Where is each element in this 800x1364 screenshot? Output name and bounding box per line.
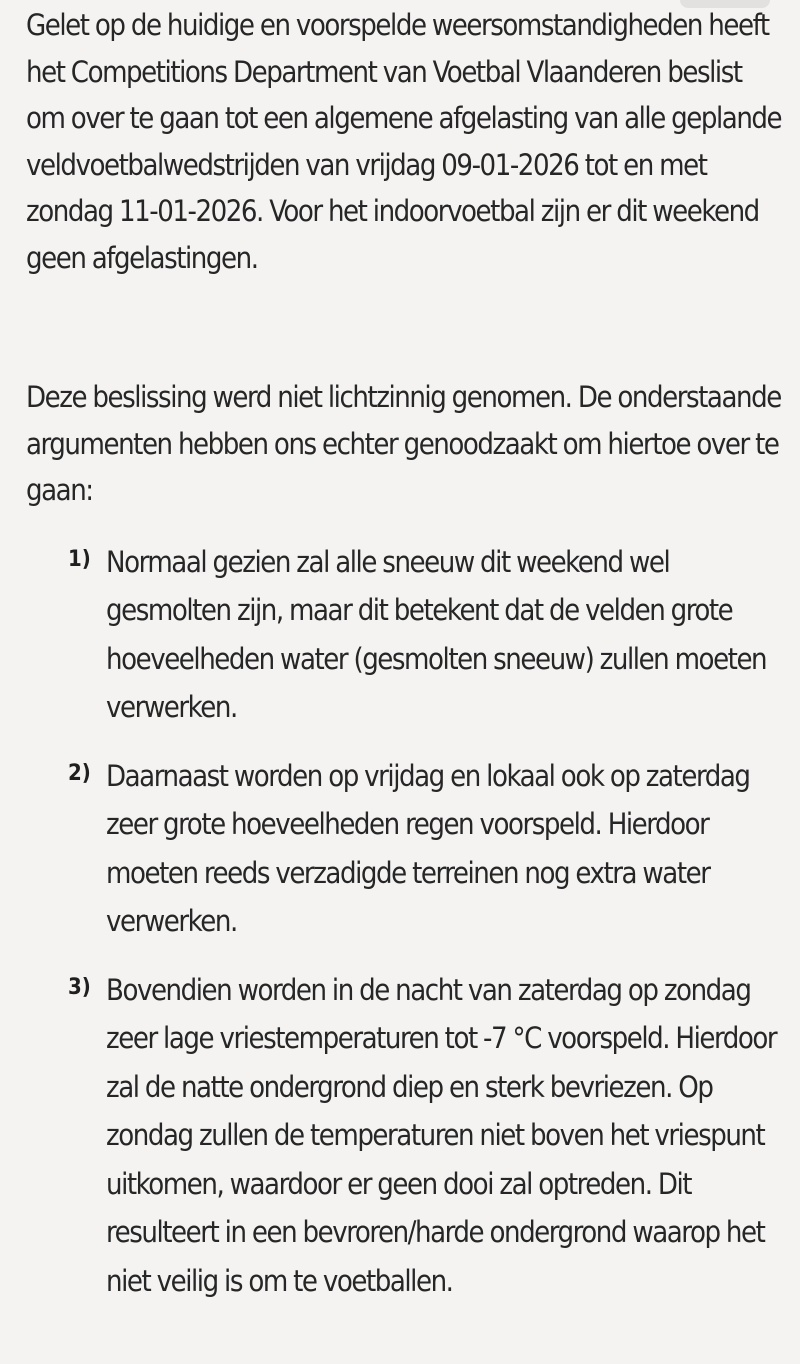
list-item-text: Daarnaast worden op vrijdag en lokaal ook op zaterdag zeer grote hoeveelheden regen voorspeld. Hierdoor moeten reeds verzadigde terreinen nog extra water verwerken. xyxy=(106,758,750,938)
list-item-number: 2) xyxy=(68,760,91,786)
list-item xyxy=(26,752,786,946)
argument-list xyxy=(26,538,786,1306)
list-item xyxy=(26,966,786,1306)
intro-paragraph: Gelet op de huidige en voorspelde weersomstandigheden heeft het Competitions Department van Voetbal Vlaanderen beslist om over te gaan tot een algemene afgelasting van alle geplande veldvoetbalwedstrijden van vrijdag 09-01-2026 tot en met zondag 11-01-2026. Voor het indoorvoetbal zijn er dit weekend geen afgelastingen. xyxy=(26,8,782,275)
list-item xyxy=(26,538,786,732)
article-body xyxy=(26,0,786,1325)
list-item-text: Bovendien worden in de nacht van zaterdag op zondag zeer lage vriestemperaturen tot -7 °C voorspeld. Hierdoor zal de natte ondergrond diep en sterk bevriezen. Op zondag zullen de temperaturen niet boven het vriespunt uitkomen, waardoor er geen dooi zal optreden. Dit resulteert in een bevroren/harde ondergrond waarop het niet veilig is om te voetballen. xyxy=(106,972,777,1298)
reason-paragraph: Deze beslissing werd niet lichtzinnig genomen. De onderstaande argumenten hebben ons echter genoodzaakt om hiertoe over te gaan: xyxy=(26,380,781,507)
list-item-number: 1) xyxy=(68,546,91,572)
list-item-text: Normaal gezien zal alle sneeuw dit weekend wel gesmolten zijn, maar dit betekent dat de velden grote hoeveelheden water (gesmolten sneeuw) zullen moeten verwerken. xyxy=(106,544,767,724)
list-item-number: 3) xyxy=(68,974,91,1000)
